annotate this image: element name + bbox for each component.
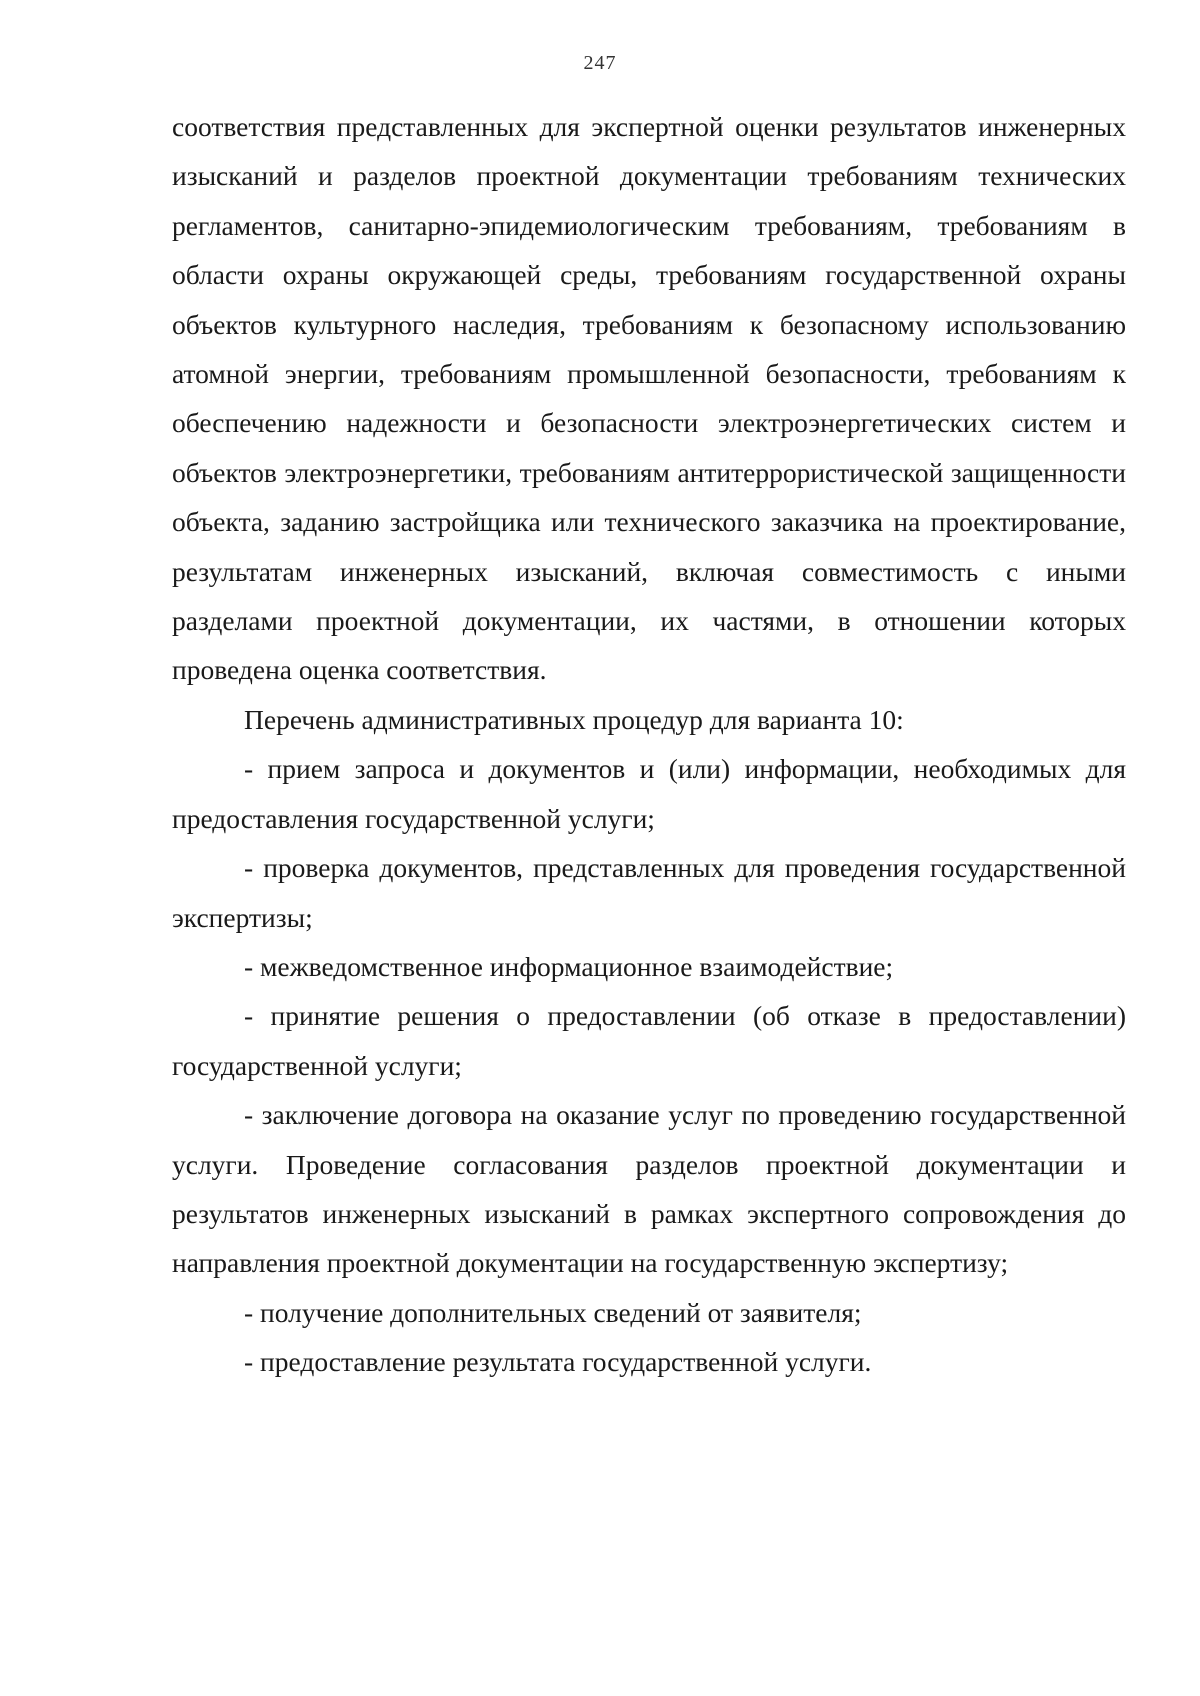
list-item-request-intake: - прием запроса и документов и (или) информации, необходимых для предоставления государственной услуги; <box>172 753 1126 834</box>
list-item-contract: - заключение договора на оказание услуг по проведению государственной услуги. Проведение согласования разделов проектной документации и результатов инженерных изысканий в рамках экспертного сопровождения до направления проектной документации на государственную экспертизу; <box>172 1099 1126 1279</box>
list-item-additional-info: - получение дополнительных сведений от заявителя; <box>244 1296 862 1328</box>
paragraph-conformity: соответствия представленных для экспертной оценки результатов инженерных изысканий и разделов проектной документации требованиям технических регламентов, санитарно-эпидемиологическим требованиям, требованиям в области охраны окружающей среды, требованиям государственной охраны объектов культурного наследия, требованиям к безопасному использованию атомной энергии, требованиям промышленной безопасности, требованиям к обеспечению надежности и безопасности электроэнергетических систем и объектов электроэнергетики, требованиям антитеррористической защищенности объекта, заданию застройщика или технического заказчика на проектирование, результатам инженерных изысканий, включая совместимость с иными разделами проектной документации, их частями, в отношении которых проведена оценка соответствия. <box>172 111 1126 686</box>
paragraph-procedures-heading: Перечень административных процедур для варианта 10: <box>244 703 904 735</box>
list-item-document-check: - проверка документов, представленных для проведения государственной экспертизы; <box>172 852 1126 933</box>
page-number: 247 <box>583 52 617 74</box>
document-body <box>172 102 1126 1387</box>
list-item-decision: - принятие решения о предоставлении (об отказе в предоставлении) государственной услуги; <box>172 1000 1126 1081</box>
list-item-interagency-interaction: - межведомственное информационное взаимодействие; <box>244 950 894 982</box>
list-item-result: - предоставление результата государственной услуги. <box>244 1346 872 1378</box>
